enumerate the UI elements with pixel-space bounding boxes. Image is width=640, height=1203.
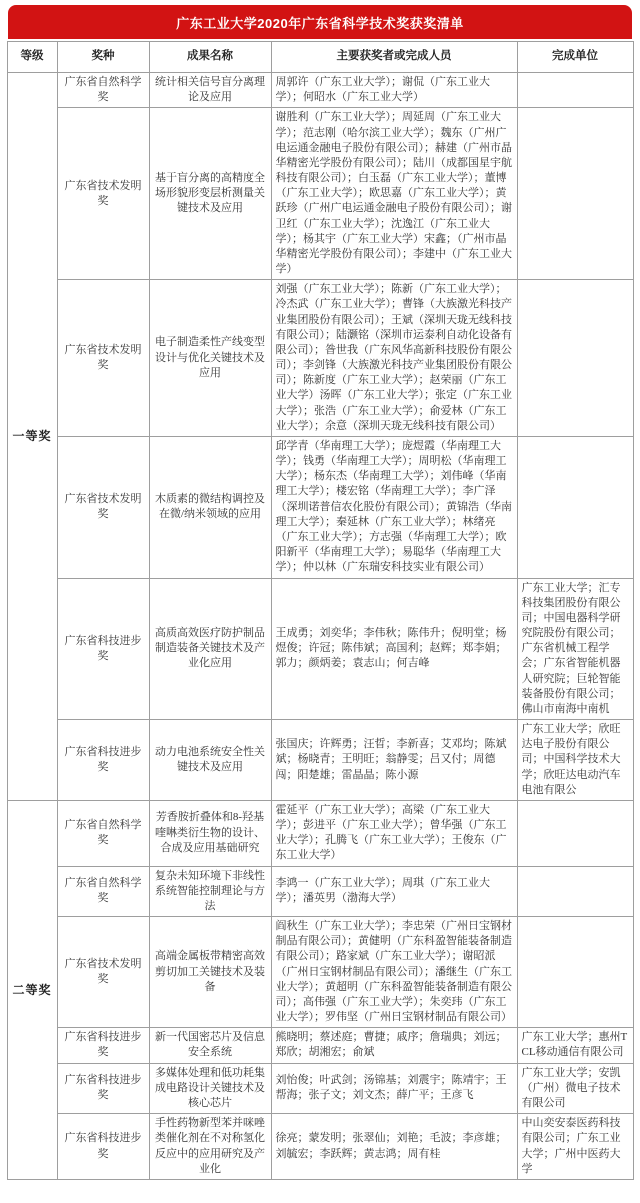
achievement-cell: 芳香胺折叠体和8-羟基喹啉类衍生物的设计、合成及应用基础研究 [149, 800, 271, 866]
column-header-people: 主要获奖者或完成人员 [271, 42, 517, 73]
award-type-cell: 广东省技术发明奖 [57, 108, 149, 280]
people-cell: 刘强（广东工业大学）；陈新（广东工业大学）；冷杰武（广东工业大学）；曹锋（大族激光科技产业集团股份有限公司）；王斌（深圳天珑无线科技有限公司）；陆灏铭（深圳市运泰利自动化设备有限公司）；昝世我（广东风华高新科技股份有限公司）；李剑锋（大族激光科技产业集团股份有限公司）；陈新度（广东工业大学）；赵荣丽（广东工业大学）汤晖（广东工业大学）；张定（广东工业大学）；张浩（广东工业大学）；俞爱林（广东工业大学）；余意（深圳天珑无线科技有限公司） [271, 280, 517, 437]
award-type-cell: 广东省技术发明奖 [57, 436, 149, 578]
award-type-cell: 广东省科技进步奖 [57, 578, 149, 720]
award-type-cell: 广东省科技进步奖 [57, 1063, 149, 1114]
level-cell-first-prize: 一等奖 [7, 73, 57, 801]
achievement-cell: 手性药物新型苯并咪唑类催化剂在不对称氢化反应中的应用研究及产业化 [149, 1114, 271, 1180]
column-header-level: 等级 [7, 42, 57, 73]
units-cell: 广东工业大学；汇专科技集团股份有限公司；中国电器科学研究院股份有限公司；广东省机械工程学会；广东省智能机器人研究院；巨轮智能装备股份有限公司；佛山市南海中南机 [517, 578, 633, 720]
people-cell: 周郭许（广东工业大学）；谢侃（广东工业大学）；何昭水（广东工业大学） [271, 73, 517, 108]
table-header-row [7, 42, 633, 73]
column-header-units: 完成单位 [517, 42, 633, 73]
units-cell: 广东工业大学；安凯（广州）微电子技术有限公司 [517, 1063, 633, 1114]
achievement-cell: 基于盲分离的高精度全场形貌形变层析测量关键技术及应用 [149, 108, 271, 280]
people-cell: 张国庆；许辉勇；汪晢；李新喜；艾邓均；陈斌斌；杨晓青；王明旺；翁静雯；吕又付；周德闯；阳楚雄；雷晶晶；陈小源 [271, 720, 517, 801]
column-header-award-type: 奖种 [57, 42, 149, 73]
people-cell: 王成勇；刘奕华；李伟秋；陈伟升；倪明堂；杨煜俊；许冠；陈伟斌；高国利；赵辉；郑李娟；郭力；颜炳姜；袁志山；何吉峰 [271, 578, 517, 720]
table-row [7, 1063, 633, 1114]
award-list-card [4, 0, 636, 1180]
people-cell: 邱学青（华南理工大学）；庞煜霞（华南理工大学）；钱勇（华南理工大学）；周明松（华南理工大学）；杨东杰（华南理工大学）；刘伟峰（华南理工大学）；楼宏铭（华南理工大学）；李广泽（深圳诺普信农化股份有限公司）；黄锦浩（华南理工大学）；秦延林（广东工业大学）；林绪亮（广东工业大学）；方志强（华南理工大学）；欧阳新平（华南理工大学）；易聪华（华南理工大学）；仲以林（广东瑞安科技实业有限公司） [271, 436, 517, 578]
table-row [7, 866, 633, 917]
awards-table [7, 41, 634, 1180]
table-row [7, 436, 633, 578]
achievement-cell: 统计相关信号盲分离理论及应用 [149, 73, 271, 108]
table-row [7, 917, 633, 1028]
table-row [7, 280, 633, 437]
award-type-cell: 广东省自然科学奖 [57, 73, 149, 108]
units-cell [517, 866, 633, 917]
units-cell [517, 800, 633, 866]
page-title: 广东工业大学2020年广东省科学技术奖获奖清单 [8, 5, 632, 39]
people-cell: 徐亮；蒙发明；张翠仙；刘艳；毛波；李彦雄；刘毓宏；李跃辉；黄志鸿；周有桂 [271, 1114, 517, 1180]
units-cell [517, 436, 633, 578]
level-cell-second-prize: 二等奖 [7, 800, 57, 1179]
table-row [7, 1028, 633, 1063]
people-cell: 熊晓明；蔡述庭；曹捷；戚序；詹瑞典；刘远；郑欣；胡湘宏；俞斌 [271, 1028, 517, 1063]
units-cell [517, 917, 633, 1028]
award-type-cell: 广东省技术发明奖 [57, 280, 149, 437]
units-cell: 中山奕安泰医药科技有限公司；广东工业大学；广州中医药大学 [517, 1114, 633, 1180]
achievement-cell: 高质高效医疗防护制品制造装备关键技术及产业化应用 [149, 578, 271, 720]
achievement-cell: 新一代国密芯片及信息安全系统 [149, 1028, 271, 1063]
column-header-achievement: 成果名称 [149, 42, 271, 73]
units-cell [517, 108, 633, 280]
award-type-cell: 广东省自然科学奖 [57, 866, 149, 917]
achievement-cell: 动力电池系统安全性关键技术及应用 [149, 720, 271, 801]
units-cell [517, 73, 633, 108]
people-cell: 阎秋生（广东工业大学）；李忠荣（广州日宝钢材制品有限公司）；黄健明（广东科盈智能装备制造有限公司）；路家斌（广东工业大学）；谢昭派（广州日宝钢材制品有限公司）；潘继生（广东工业大学）；黄超明（广东科盈智能装备制造有限公司）；高伟强（广东工业大学）；朱奕玮（广东工业大学）；罗伟坚（广州日宝钢材制品有限公司） [271, 917, 517, 1028]
units-cell: 广东工业大学；惠州TCL移动通信有限公司 [517, 1028, 633, 1063]
achievement-cell: 多媒体处理和低功耗集成电路设计关键技术及核心芯片 [149, 1063, 271, 1114]
achievement-cell: 复杂未知环境下非线性系统智能控制理论与方法 [149, 866, 271, 917]
award-type-cell: 广东省科技进步奖 [57, 1114, 149, 1180]
award-type-cell: 广东省科技进步奖 [57, 1028, 149, 1063]
table-row [7, 1114, 633, 1180]
table-row [7, 800, 633, 866]
people-cell: 李鸿一（广东工业大学）；周琪（广东工业大学）；潘英男（渤海大学） [271, 866, 517, 917]
award-type-cell: 广东省自然科学奖 [57, 800, 149, 866]
table-row [7, 578, 633, 720]
table-row [7, 108, 633, 280]
people-cell: 谢胜利（广东工业大学）；周延周（广东工业大学）；范志刚（哈尔滨工业大学）；魏东（广州广电运通金融电子股份有限公司）；赫建（广州市晶华精密光学股份有限公司）；陆川（成都国星宇航科技有限公司）；白玉磊（广东工业大学）；董博（广东工业大学）；欧思嘉（广东工业大学）；黄跃珍（广州广电运通金融电子股份有限公司）；谢卫红（广东工业大学）；沈逸江（广东工业大学）；杨其宇（广东工业大学）宋鑫；（广州市晶华精密光学股份有限公司）；李建中（广东工业大学） [271, 108, 517, 280]
achievement-cell: 高端金属板带精密高效剪切加工关键技术及装备 [149, 917, 271, 1028]
table-row [7, 720, 633, 801]
achievement-cell: 木质素的微结构调控及在微/纳米领域的应用 [149, 436, 271, 578]
people-cell: 霍延平（广东工业大学）；高梁（广东工业大学）；彭进平（广东工业大学）；曾华强（广东工业大学）；孔腾飞（广东工业大学）；王俊东（广东工业大学） [271, 800, 517, 866]
table-row [7, 73, 633, 108]
award-type-cell: 广东省科技进步奖 [57, 720, 149, 801]
units-cell: 广东工业大学；欣旺达电子股份有限公司；中国科学技术大学；欣旺达电动汽车电池有限公 [517, 720, 633, 801]
units-cell [517, 280, 633, 437]
people-cell: 刘怡俊；叶武剑；汤锦基；刘震宇；陈靖宇；王帮海；张子文；刘文杰；薛广平；王彦飞 [271, 1063, 517, 1114]
award-type-cell: 广东省技术发明奖 [57, 917, 149, 1028]
achievement-cell: 电子制造柔性产线变型设计与优化关键技术及应用 [149, 280, 271, 437]
